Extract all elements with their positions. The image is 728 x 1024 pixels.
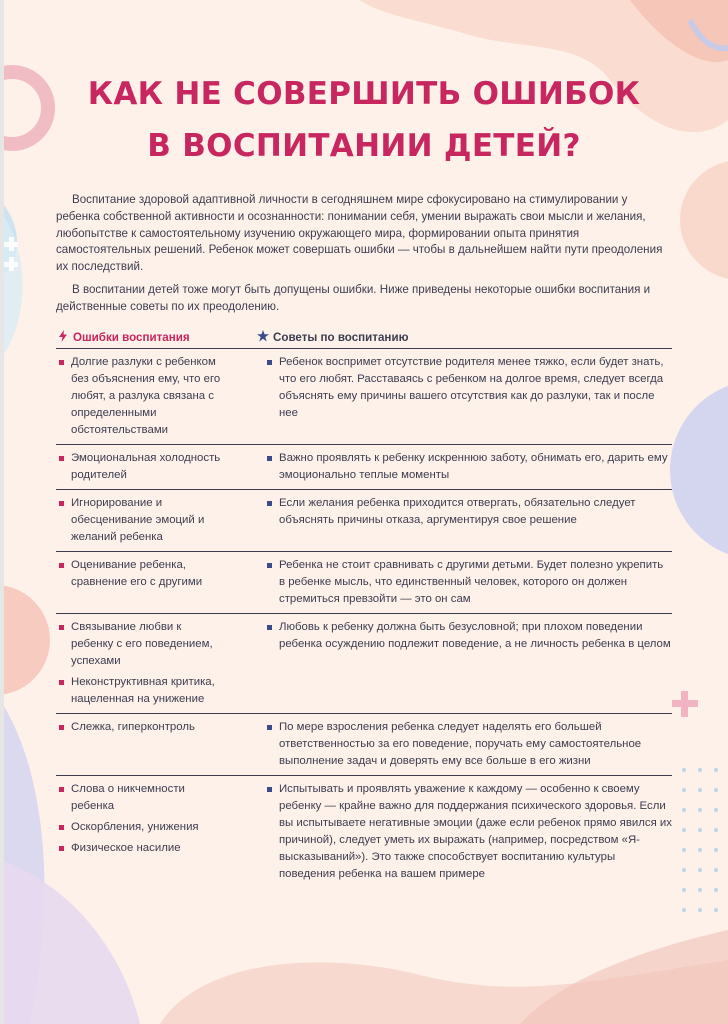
- error-item: Неконструктивная критика, нацеленная на унижение: [56, 674, 226, 708]
- error-cell: [56, 776, 256, 888]
- error-item: Игнорирование и обесценивание эмоций и желаний ребенка: [56, 495, 226, 546]
- tip-cell: [256, 445, 672, 489]
- table-row: [56, 445, 672, 490]
- table-row: [56, 614, 672, 714]
- tip-cell: [256, 714, 672, 775]
- bullet-icon: [59, 360, 64, 365]
- error-item: Оценивание ребенка, сравнение его с другими: [56, 557, 226, 591]
- error-item: Слова о никчемности ребенка: [56, 781, 226, 815]
- table-row: [56, 714, 672, 776]
- intro-paragraph-1: Воспитание здоровой адаптивной личности в сегодняшнем мире сфокусировано на стимулировании у ребенка собственной активности и осознанности: понимании себя, умении выражать свои мысли и желания, любопытстве к самостоятельному изучению окружающего мира, формировании опыта принятия самостоятельных решений. Ребенок может совершать ошибки — чтобы в дальнейшем найти пути преодоления их последствий.: [56, 193, 663, 274]
- bullet-icon: [59, 680, 64, 685]
- tip-item: Любовь к ребенку должна быть безусловной; при плохом поведении ребенка осуждению подлежит поведение, а не личность ребенка в целом: [264, 619, 672, 653]
- tip-item: По мере взросления ребенка следует наделять его большей ответственностью за его поведение, поручать ему самостоятельное выполнение задач и доверять ему все больше в его жизни: [264, 719, 672, 770]
- error-item: Слежка, гиперконтроль: [56, 719, 226, 736]
- bullet-icon: [59, 456, 64, 461]
- bullet-icon: [59, 501, 64, 506]
- table-row: [56, 776, 672, 888]
- tip-cell: [256, 490, 672, 551]
- error-cell: [56, 490, 256, 551]
- intro-paragraph-2: В воспитании детей тоже могут быть допущены ошибки. Ниже приведены некоторые ошибки воспитания и действенные советы по их преодолению.: [56, 282, 651, 313]
- error-item: Физическое насилие: [56, 840, 226, 857]
- bullet-icon: [59, 825, 64, 830]
- error-cell: [56, 445, 256, 489]
- tip-item: Ребенка не стоит сравнивать с другими детьми. Будет полезно укрепить в ребенке мысль, что единственный человек, которого он должен стремиться превзойти — это он сам: [264, 557, 672, 608]
- bullet-icon: [267, 456, 272, 461]
- page-title-line-2: В ВОСПИТАНИИ ДЕТЕЙ?: [147, 128, 581, 164]
- bullet-icon: [267, 563, 272, 568]
- errors-column-header: [56, 329, 256, 346]
- table-row: [56, 349, 672, 445]
- tip-item: Важно проявлять к ребенку искреннюю заботу, обнимать его, дарить ему эмоционально теплые моменты: [264, 450, 672, 484]
- tip-item: Испытывать и проявлять уважение к каждому — особенно к своему ребенку — крайне важно для поддержания психического здоровья. Если вы испытываете негативные эмоции (даже если ребенок прямо явился их причиной), следует уметь их выражать (например, посредством «Я-высказываний»). Это также способствует воспитанию культуры поведения ребенка на вашем примере: [264, 781, 672, 883]
- error-item: Долгие разлуки с ребенком без объяснения ему, что его любят, а разлука связана с определенными обстоятельствами: [56, 354, 226, 439]
- page-title-line-1: КАК НЕ СОВЕРШИТЬ ОШИБОК: [87, 76, 641, 112]
- tips-table: [56, 326, 672, 888]
- bullet-icon: [267, 725, 272, 730]
- error-cell: [56, 349, 256, 444]
- table-row: [56, 490, 672, 552]
- error-item: Оскорбления, унижения: [56, 819, 226, 836]
- error-cell: [56, 552, 256, 613]
- bullet-icon: [267, 787, 272, 792]
- tip-cell: [256, 552, 672, 613]
- error-item: Связывание любви к ребенку с его поведением, успехами: [56, 619, 226, 670]
- table-row: [56, 552, 672, 614]
- tip-item: Ребенок воспримет отсутствие родителя менее тяжко, если будет знать, что его любят. Расставаясь с ребенком на долгое время, следует всегда объяснять ему причины вашего отсутствия как до разлуки, так и после нее: [264, 354, 672, 422]
- tip-cell: [256, 776, 672, 888]
- bullet-icon: [59, 725, 64, 730]
- bullet-icon: [267, 501, 272, 506]
- table-header: [56, 326, 672, 349]
- error-cell: [56, 714, 256, 775]
- intro-text: [56, 192, 674, 322]
- tips-column-header: [256, 329, 672, 346]
- error-item: Эмоциональная холодность родителей: [56, 450, 226, 484]
- page-title: [0, 68, 728, 172]
- tip-item: Если желания ребенка приходится отвергать, обязательно следует объяснять причины отказа, аргументируя свое решение: [264, 495, 672, 529]
- bullet-icon: [59, 846, 64, 851]
- tips-header-label: Советы по воспитанию: [273, 330, 409, 344]
- bullet-icon: [267, 625, 272, 630]
- bullet-icon: [267, 360, 272, 365]
- lightning-icon: [56, 329, 70, 346]
- errors-header-label: Ошибки воспитания: [73, 330, 190, 344]
- tip-cell: [256, 614, 672, 713]
- error-cell: [56, 614, 256, 713]
- bullet-icon: [59, 563, 64, 568]
- star-icon: [256, 329, 270, 346]
- bullet-icon: [59, 625, 64, 630]
- tip-cell: [256, 349, 672, 444]
- bullet-icon: [59, 787, 64, 792]
